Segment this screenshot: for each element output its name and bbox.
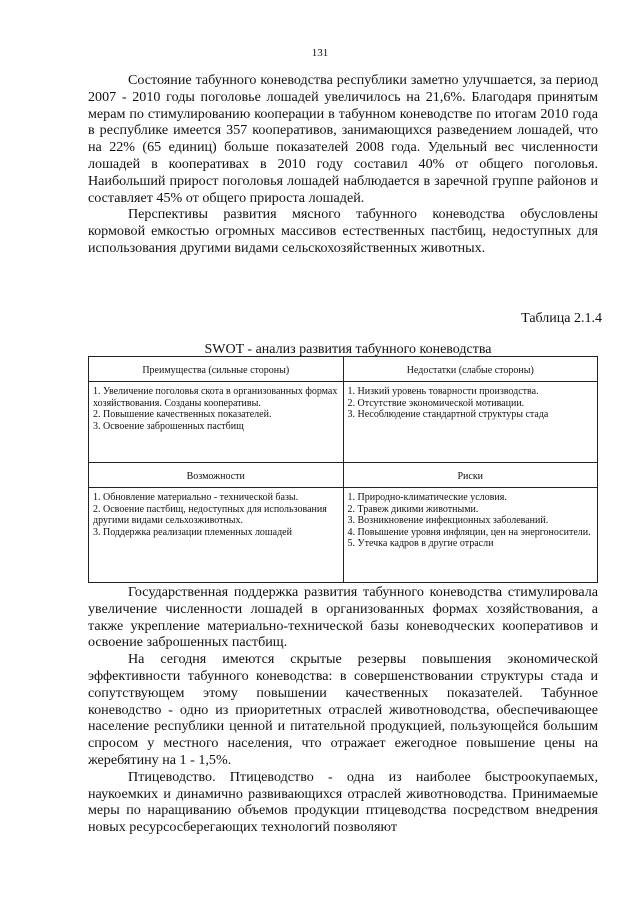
intro-text	[88, 72, 598, 257]
threats-cell	[343, 488, 598, 583]
weakness-item: 3. Несоблюдение стандартной структуры стада	[347, 409, 549, 420]
opportunity-item: 2. Освоение пастбищ, недоступных для использования другими видами сельхозживотных.	[93, 503, 327, 526]
threat-item: 3. Возникновение инфекционных заболеваний.	[347, 515, 549, 526]
page-number: 131	[311, 47, 329, 59]
weakness-item: 1. Низкий уровень товарности производства.	[347, 386, 539, 397]
threat-item: 1. Природно-климатические условия.	[347, 492, 507, 503]
weakness-item: 2. Отсутствие экономической мотивации.	[347, 397, 525, 409]
strengths-header: Преимущества (сильные стороны)	[89, 357, 344, 382]
strength-item: 2. Повышение качественных показателей.	[93, 409, 272, 420]
weaknesses-header: Недостатки (слабые стороны)	[343, 357, 598, 382]
strength-item: 1. Увеличение поголовья скота в организованных формах хозяйствования. Созданы кооперативы.	[93, 386, 338, 409]
paragraph-horse-breeding-status: Состояние табунного коневодства республики заметно улучшается, за период 2007 - 2010 годы поголовье лошадей увеличилось на 21,6%. Благодаря принятым мерам по стимулированию кооперации в табунном коневодстве по итогам 2010 года в республике имеется 357 кооперативов, занимающихся разведением лошадей, что на 22% (65 единиц) больше показателей 2008 года. Удельный вес численности лошадей в кооперативах в 2010 году составил 40% от общего поголовья. Наибольший прирост поголовья лошадей наблюдается в заречной группе районов и составляет 45% от общего прироста лошадей.	[88, 72, 598, 206]
paragraph-hidden-reserves: На сегодня имеются скрытые резервы повышения экономической эффективности табунного коневодства: в совершенствовании структуры стада и сопутствующем этому повышении качественных показателей. Табунное коневодство - одно из приоритетных отраслей животноводства, обеспечивающее население республики ценной и питательной продукцией, пользующейся большим спросом у местного населения, что отражает ежегодное повышение цены на жеребятину на 1 - 1,5%.	[88, 651, 598, 768]
table-title: SWOT - анализ развития табунного коневодства	[204, 342, 492, 357]
strengths-cell	[89, 382, 344, 463]
threat-item: 5. Утечка кадров в другие отрасли	[347, 538, 494, 549]
threats-header: Риски	[343, 463, 598, 488]
paragraph-poultry: Птицеводство. Птицеводство - одна из наиболее быстроокупаемых, наукоемких и динамично развивающихся отраслей животноводства. Принимаемые меры по наращиванию объемов продукции птицеводства посредством внедрения новых ресурсосберегающих технологий позволяют	[88, 768, 598, 836]
swot-table	[88, 356, 598, 583]
table-label: Таблица 2.1.4	[521, 311, 602, 326]
paragraph-prospects: Перспективы развития мясного табунного коневодства обусловлены кормовой емкостью огромных массивов естественных пастбищ, недоступных для использования другими видами сельскохозяйственных животных.	[88, 206, 598, 256]
weaknesses-cell	[343, 382, 598, 463]
opportunity-item: 3. Поддержка реализации племенных лошадей	[93, 526, 292, 538]
opportunities-header: Возможности	[89, 463, 344, 488]
threat-item: 2. Травеж дикими животными.	[347, 503, 479, 515]
strength-item: 3. Освоение заброшенных пастбищ	[93, 420, 244, 432]
closing-text	[88, 584, 598, 836]
opportunities-cell	[89, 488, 344, 583]
threat-item: 4. Повышение уровня инфляции, цен на энергоносители.	[347, 526, 591, 538]
opportunity-item: 1. Обновление материально - технической базы.	[93, 492, 299, 503]
paragraph-state-support: Государственная поддержка развития табунного коневодства стимулировала увеличение численности лошадей в организованных формах хозяйствования, а также укрепление материально-технической базы коневодческих кооперативов и освоение заброшенных пастбищ.	[88, 584, 598, 651]
